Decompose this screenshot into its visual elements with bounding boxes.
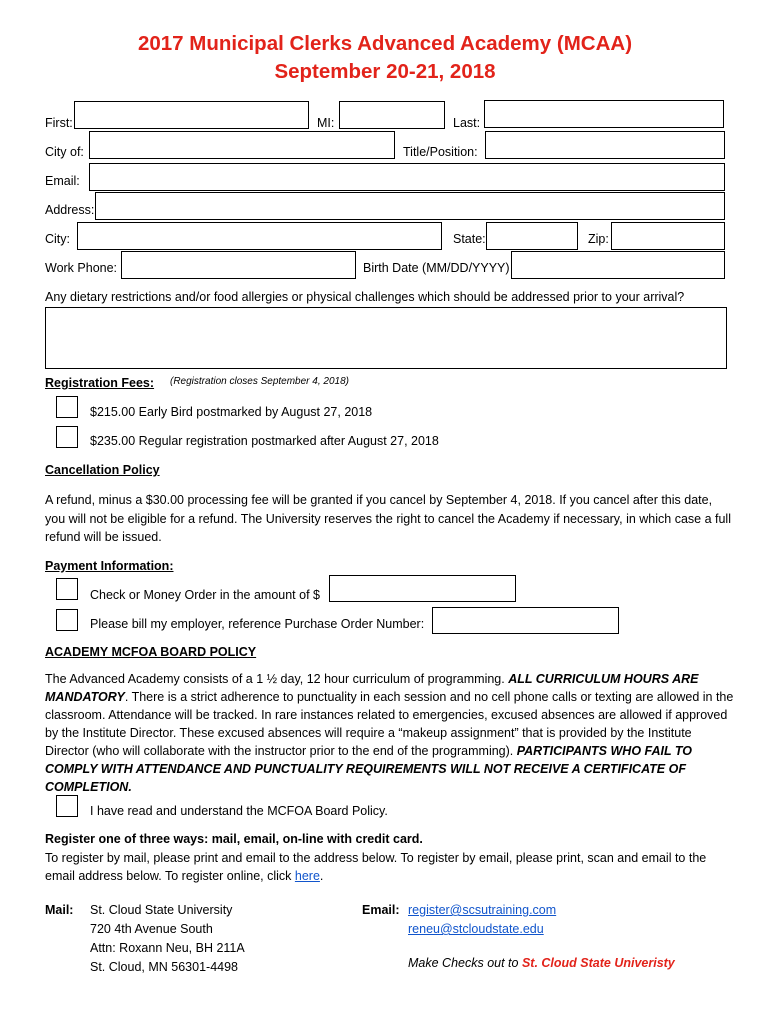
cancellation-text: A refund, minus a $30.00 processing fee will be granted if you cancel by September 4, 2018. If you cancel after this date, you will not be eligible for a refund. The University reserves the right to cancel the Academy if necessary, in which case a full refund will be issued. [45, 493, 731, 544]
birth-date-label: Birth Date (MM/DD/YYYY) [363, 261, 510, 275]
register-heading: Register one of three ways: mail, email, on-line with credit card. [45, 832, 423, 846]
first-name-field[interactable] [74, 101, 309, 129]
checks-payable-note: Make Checks out to St. Cloud State Univeristy [408, 956, 675, 970]
mail-label: Mail: [45, 903, 74, 917]
event-dates: September 20-21, 2018 [274, 60, 496, 83]
page-title: 2017 Municipal Clerks Advanced Academy (MCAA) [137, 32, 633, 55]
check-label: Check or Money Order in the amount of $ [90, 588, 320, 602]
first-name-label: First: [45, 116, 73, 130]
title-position-label: Title/Position: [403, 145, 478, 159]
employer-checkbox[interactable] [56, 609, 78, 631]
po-number-field[interactable] [432, 607, 619, 634]
email-label: Email: [45, 174, 80, 188]
register-text: To register by mail, please print and email to the address below. To register by email, please print, scan and email to the email address below. To register online, click here. [45, 851, 707, 883]
board-policy-text: The Advanced Academy consists of a 1 ½ day, 12 hour curriculum of programming. ALL CURRICULUM HOURS ARE MANDATORY. There is a strict adherence to punctuality in each session and no cell phone calls or texting are allowed in the classroom. Attendance will be tracked. In rare instances related to emergencies, excused absences are allowed if approved by the Institute Director. These excused absences will require a “makeup assignment” that is provided by the Institute Director (who will collaborate with the instructor prior to the end of the programming). PARTICIPANTS WHO FAIL TO COMPLY WITH ATTENDANCE AND PUNCTUALITY REQUIREMENTS WILL NOT RECEIVE A CERTIFICATE OF COMPLETION. [45, 672, 734, 794]
dietary-question: Any dietary restrictions and/or food allergies or physical challenges which should be addressed prior to your arrival? [45, 290, 685, 304]
registration-fees-heading: Registration Fees: [45, 376, 155, 390]
regular-checkbox[interactable] [56, 426, 78, 448]
address-label: Address: [45, 203, 95, 217]
address-field[interactable] [95, 192, 725, 220]
zip-label: Zip: [588, 232, 609, 246]
policy-ack-label: I have read and understand the MCFOA Board Policy. [90, 804, 388, 818]
register-online-link[interactable]: here [294, 869, 320, 883]
check-checkbox[interactable] [56, 578, 78, 600]
last-name-label: Last: [453, 116, 481, 130]
work-phone-label: Work Phone: [45, 261, 118, 275]
city-label: City: [45, 232, 70, 246]
last-name-field[interactable] [484, 100, 724, 128]
mail-line: St. Cloud, MN 56301-4498 [90, 960, 239, 974]
early-bird-checkbox[interactable] [56, 396, 78, 418]
policy-ack-checkbox[interactable] [56, 795, 78, 817]
mi-label: MI: [317, 116, 335, 130]
city-of-field[interactable] [89, 131, 395, 159]
city-field[interactable] [77, 222, 442, 250]
mi-field[interactable] [339, 101, 445, 129]
zip-field[interactable] [611, 222, 725, 250]
title-position-field[interactable] [485, 131, 725, 159]
email-link-reneu[interactable]: reneu@stcloudstate.edu [408, 922, 544, 936]
email-contact-label: Email: [362, 903, 400, 917]
payment-heading: Payment Information: [45, 559, 174, 573]
email-link-register[interactable]: register@scsutraining.com [408, 903, 557, 917]
email-field[interactable] [89, 163, 725, 191]
board-policy-heading: ACADEMY MCFOA BOARD POLICY [45, 645, 257, 659]
mail-line: St. Cloud State University [90, 903, 233, 917]
cancellation-heading: Cancellation Policy [45, 463, 160, 477]
dietary-field[interactable] [45, 307, 727, 369]
early-bird-label: $215.00 Early Bird postmarked by August 27, 2018 [90, 405, 373, 419]
work-phone-field[interactable] [121, 251, 356, 279]
regular-label: $235.00 Regular registration postmarked after August 27, 2018 [90, 434, 439, 448]
mail-line: 720 4th Avenue South [90, 922, 213, 936]
state-label: State: [453, 232, 486, 246]
employer-label: Please bill my employer, reference Purchase Order Number: [90, 617, 425, 631]
state-field[interactable] [486, 222, 578, 250]
city-of-label: City of: [45, 145, 84, 159]
mail-line: Attn: Roxann Neu, BH 211A [90, 941, 245, 955]
check-amount-field[interactable] [329, 575, 516, 602]
birth-date-field[interactable] [511, 251, 725, 279]
registration-closes-note: (Registration closes September 4, 2018) [170, 376, 349, 387]
